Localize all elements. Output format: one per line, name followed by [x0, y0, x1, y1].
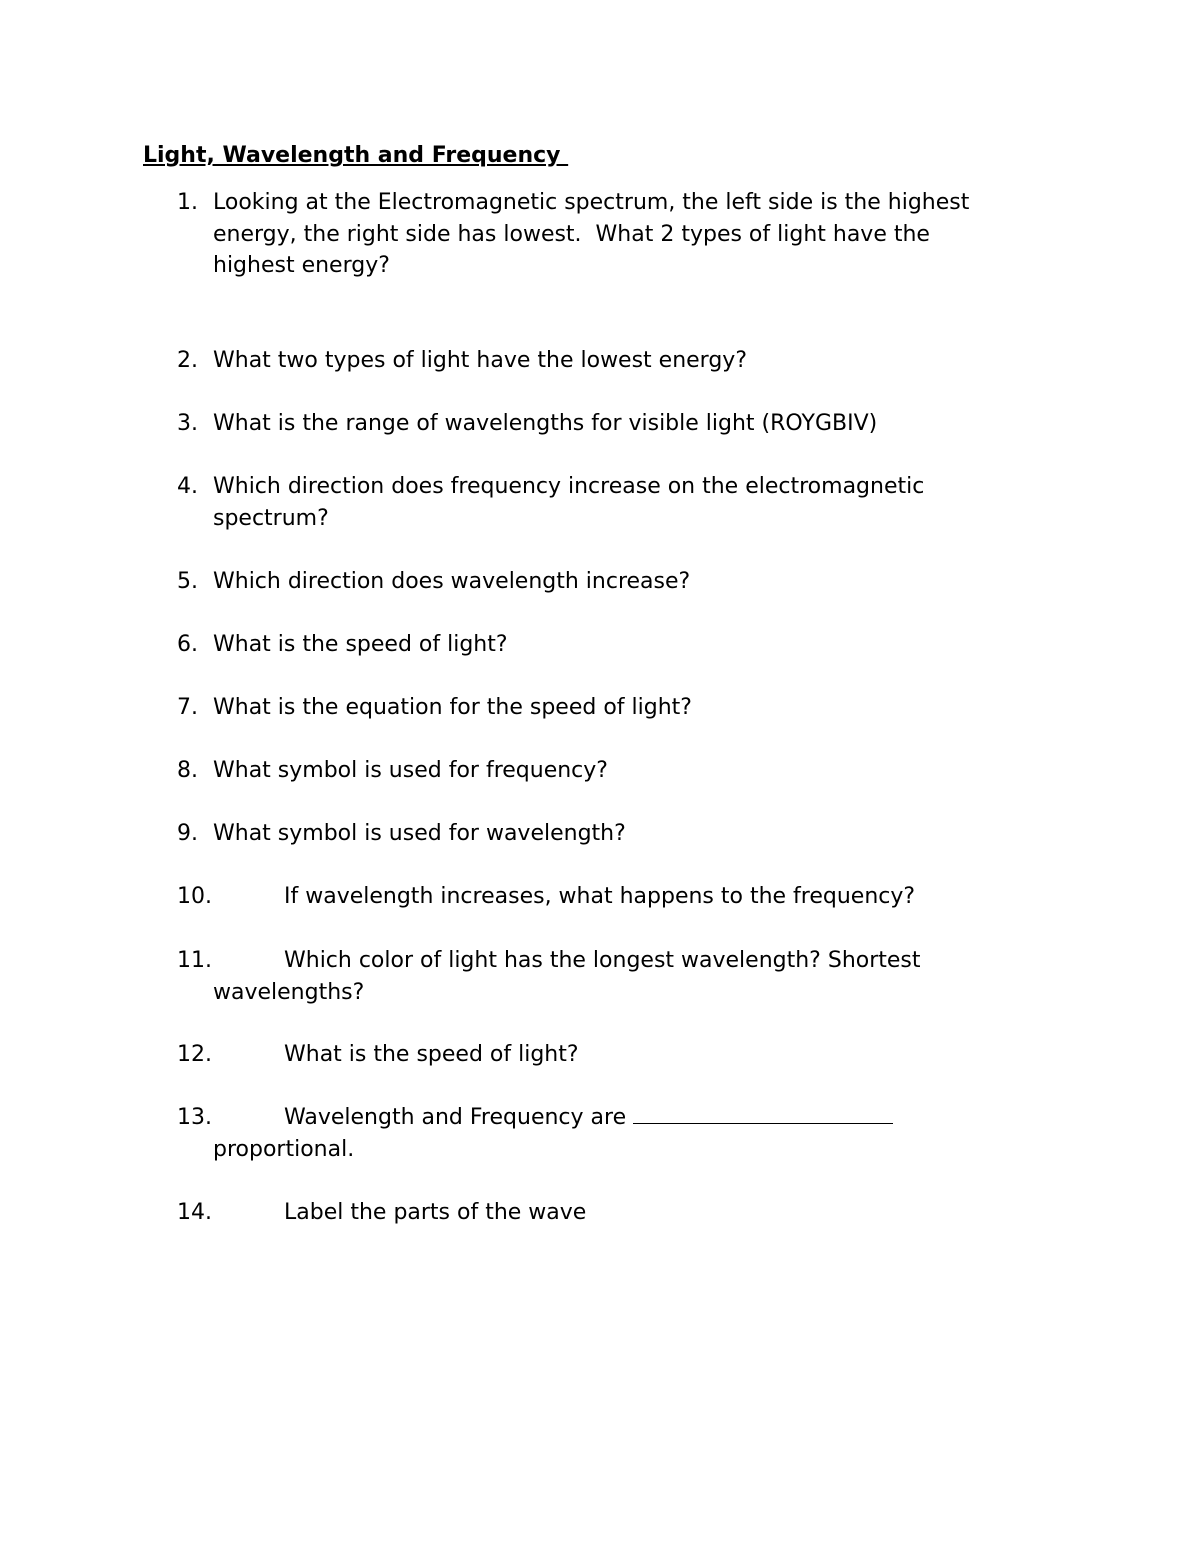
question-text-line: What symbol is used for wavelength? [213, 821, 626, 846]
question-number: 10. [177, 884, 212, 909]
question-text-line: What is the equation for the speed of light? [213, 695, 692, 720]
question-number: 14. [177, 1200, 212, 1225]
question-text-line: Which direction does wavelength increase? [213, 569, 691, 594]
question-number: 9. [177, 821, 198, 846]
question-text-line: What is the speed of light? [213, 632, 508, 657]
question-number: 4. [177, 474, 198, 499]
document-title: Light, Wavelength and Frequency [143, 143, 569, 168]
question-text-line: Wavelength and Frequency are [284, 1105, 634, 1130]
question-number: 12. [177, 1042, 212, 1067]
question-text-line: Which direction does frequency increase on the electromagnetic [213, 474, 925, 499]
question-text-line: proportional. [213, 1136, 355, 1162]
question-number: 3. [177, 411, 198, 436]
question-number: 5. [177, 569, 198, 594]
question-number: 7. [177, 695, 198, 720]
question-number: 11. [177, 948, 212, 973]
question-text-line: Looking at the Electromagnetic spectrum, the left side is the highest [213, 190, 970, 215]
question-text-line: If wavelength increases, what happens to the frequency? [284, 884, 916, 909]
question-text-line: What symbol is used for frequency? [213, 758, 608, 783]
question-text-line: Which color of light has the longest wavelength? Shortest [284, 948, 921, 973]
question-text-line: energy, the right side has lowest. What 2 types of light have the [213, 221, 930, 247]
answer-blank-line [633, 1105, 893, 1124]
question-text-line: What is the speed of light? [284, 1042, 579, 1067]
question-text-line: highest energy? [213, 253, 390, 278]
question-number: 6. [177, 632, 198, 657]
question-text-line: Label the parts of the wave [284, 1200, 587, 1225]
question-text-line: spectrum? [213, 505, 329, 531]
question-text-line: What two types of light have the lowest energy? [213, 348, 748, 373]
question-number: 8. [177, 758, 198, 783]
question-number: 13. [177, 1105, 212, 1130]
question-number: 1. [177, 190, 198, 215]
question-number: 2. [177, 348, 198, 373]
question-text-line: What is the range of wavelengths for visible light (ROYGBIV) [213, 411, 878, 436]
question-text-line: wavelengths? [213, 979, 365, 1005]
